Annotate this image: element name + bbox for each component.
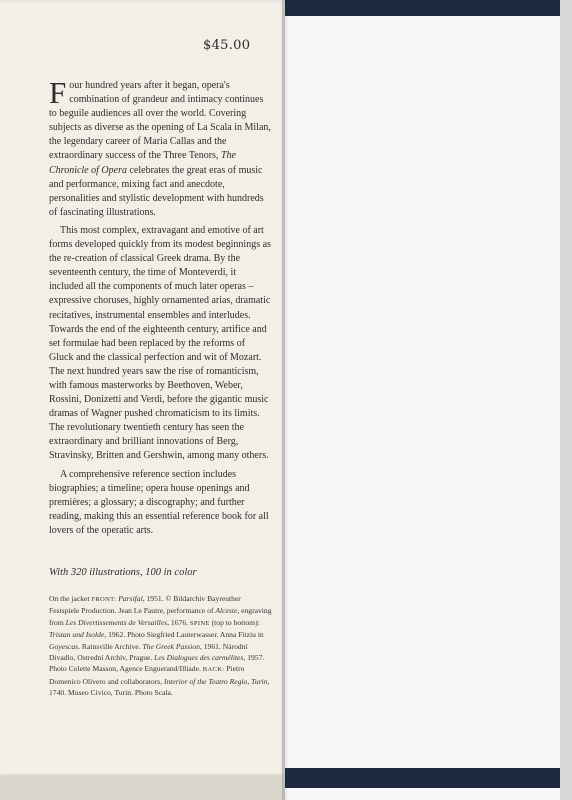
credit-text: , 1740. Museo Civico, Turin. Photo Scala. [49, 676, 270, 698]
credit-label-front: FRONT: [91, 596, 117, 603]
book-endpaper [285, 0, 572, 800]
credit-text: , 1676. [167, 617, 190, 627]
jacket-credits [49, 593, 273, 699]
credit-text: , 1951. © Bildarchiv Bayreuther Festspiele Production. Jean Le Pautre, performance of [49, 594, 241, 616]
credit-text: , engraving from [49, 606, 272, 627]
blurb-p1-end: celebrates the great eras of music and performance, mixing fact and anecdote, personalities and stylistic development with hundreds of fascinating illustrations. [49, 164, 264, 218]
credit-text: , 1962. Photo Siegfried Lauterwasser. Anna Fitziu in [104, 630, 264, 640]
credit-title: Tristan und Isolde [49, 630, 105, 640]
jacket-flap [0, 0, 285, 775]
scan-background [0, 775, 285, 800]
credit-title: Les Dialogues des carmélites [154, 653, 244, 663]
credit-text: (top to bottom): [209, 617, 260, 627]
blurb-paragraph-1 [49, 75, 271, 220]
blurb-p1-text: our hundred years after it began, opera's combination of grandeur and intimacy continues to beguile audiences all over the world. Covering subjects as diverse as the opening of La Scala in Milan, the legendary career of Maria Callas and the extraordinary success of the Three Tenors, [49, 80, 271, 162]
blurb-paragraph-3: A comprehensive reference section includes biographies; a timeline; opera house openings and premières; a glossary; a discography; and further reading, making this an essential reference book for all lovers of the operatic arts. [49, 468, 269, 536]
credit-title: Alceste [215, 606, 238, 616]
book-title: The Chronicle of Opera [49, 150, 236, 176]
illustrations-note: With 320 illustrations, 100 in color [49, 567, 197, 578]
credit-label-back: BACK: [202, 666, 225, 674]
blurb-text [49, 75, 271, 538]
credit-title: Interior of the Teatro Regio, Turin [163, 676, 268, 686]
credit-text: , 1957. Photo Colette Masson, Agence Enguerand/Illiade. [49, 653, 265, 674]
book-board-top-edge [285, 0, 572, 16]
credit-title: Parsifal [118, 594, 143, 603]
credit-text: . Rainsville Archive. [78, 641, 143, 651]
drop-cap: F [49, 75, 67, 110]
book-page-edge [560, 0, 572, 800]
credit-text: Pietro Domenico Olivero and collaborators, [49, 664, 245, 686]
fold-shadow [282, 0, 288, 800]
credit-title: The Greek Passion [142, 641, 200, 651]
price-label: $45.00 [203, 38, 251, 53]
credit-text: On the jacket [49, 594, 92, 603]
blurb-paragraph-2: This most complex, extravagant and emotive of art forms developed quickly from its modest beginnings as the re-creation of classical Greek drama. By the seventeenth century, the time of Monteverdi, it included all the components of much later operas – expressive choruses, highly ornamented arias, dramatic recitatives, instrumental ensembles and interludes. Towards the end of the eighteenth century, artifice and set formulae had been replaced by the reforms of Gluck and the classical perfection and wit of Mozart. The next hundred years saw the rise of romanticism, with famous masterworks by Beethoven, Weber, Rossini, Donizetti and Verdi, before the gigantic music dramas of Wagner pushed chromaticism to its limits. The revolutionary twentieth century has seen the extraordinary and brilliant innovations of Berg, Stravinsky, Britten and Gershwin, among many others. [49, 224, 271, 462]
credit-title: Goyescas [49, 641, 79, 651]
credit-title: Les Divertissements de Versailles [65, 617, 168, 627]
credit-label-spine: SPINE [189, 619, 210, 627]
credit-text: , 1961. Národní Divadlo, Ostrední Archiv, Prague. [49, 641, 248, 663]
book-board-bottom-edge [285, 768, 572, 788]
